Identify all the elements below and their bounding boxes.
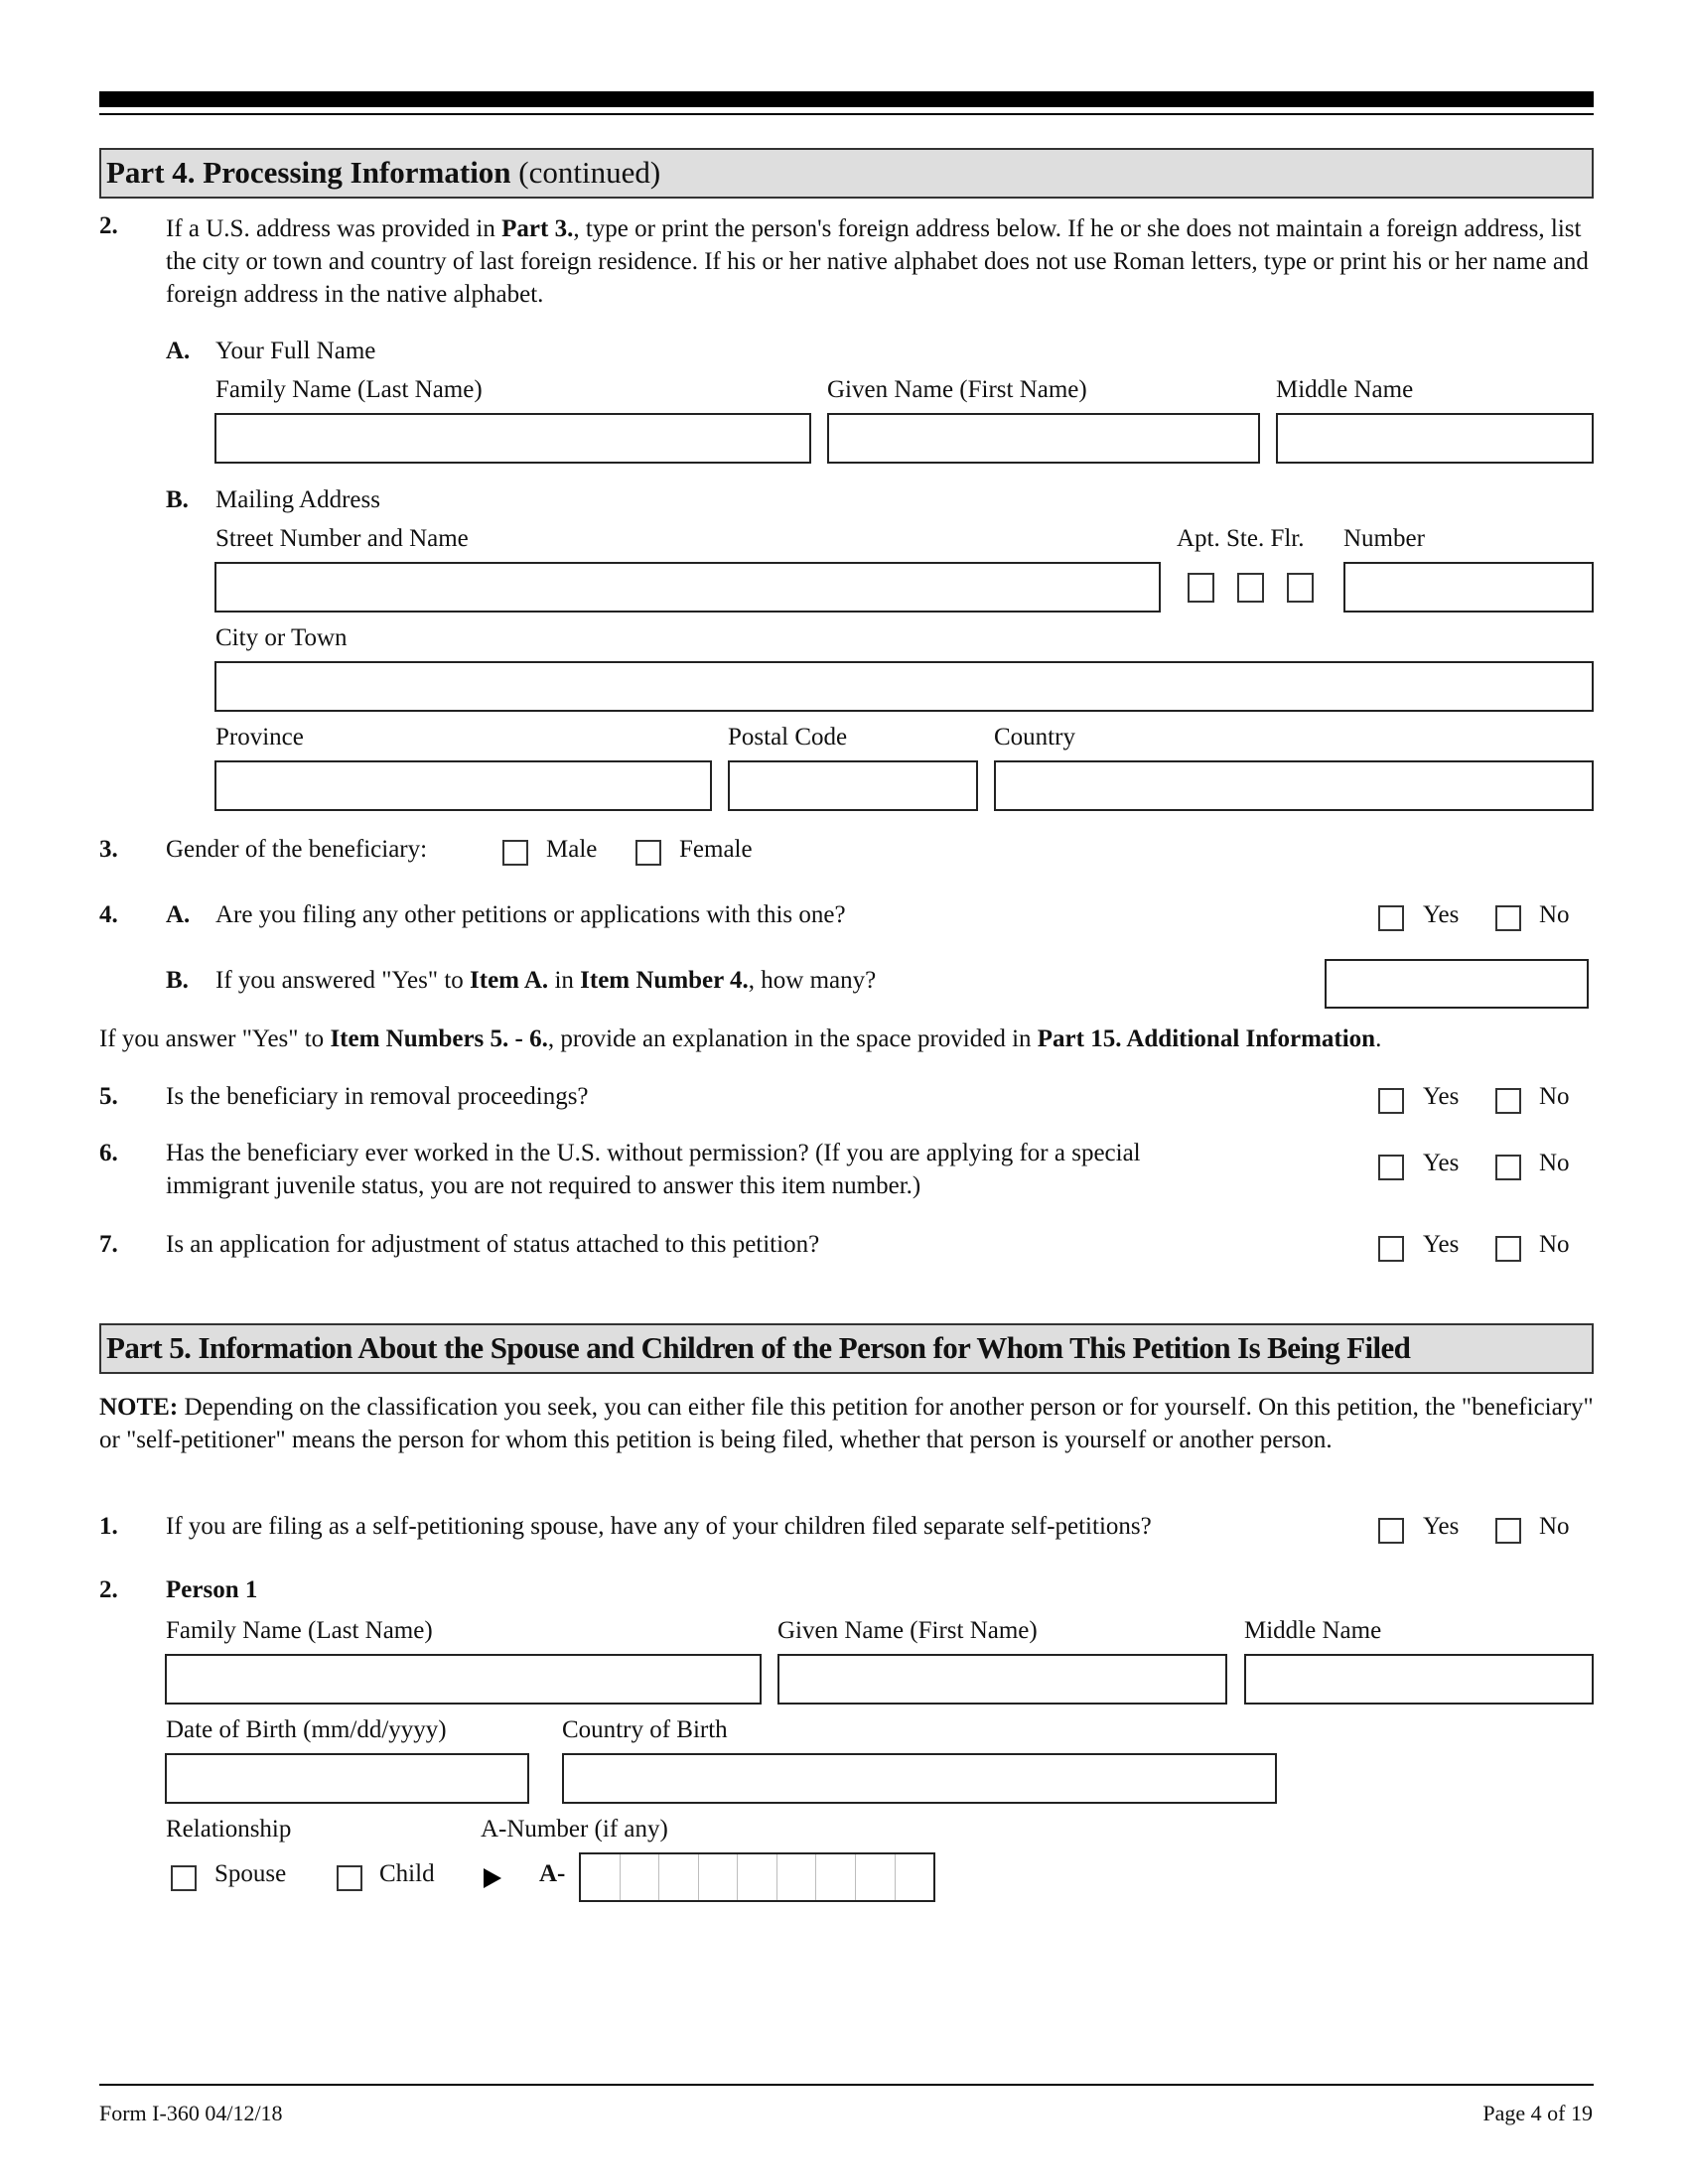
city-label: City or Town — [215, 624, 348, 651]
p1-cob-label: Country of Birth — [562, 1716, 728, 1743]
item5-number: 5. — [99, 1083, 118, 1110]
middle-name-label: Middle Name — [1276, 376, 1414, 403]
p5-item1-no-label: No — [1539, 1513, 1570, 1540]
item6-no-checkbox[interactable] — [1495, 1155, 1521, 1180]
province-label: Province — [215, 724, 304, 751]
anumber-cell[interactable] — [777, 1854, 817, 1900]
item2b-letter: B. — [166, 486, 189, 513]
p1-family-name-input[interactable] — [165, 1654, 762, 1705]
top-thick-rule — [99, 91, 1594, 107]
form-id: Form I-360 04/12/18 — [99, 2101, 283, 2125]
item6-question-line1: Has the beneficiary ever worked in the U.S. without permission? (If you are applying for a special — [166, 1140, 1141, 1166]
apt-ste-flr-label: Apt. Ste. Flr. — [1177, 525, 1305, 552]
spouse-checkbox[interactable] — [171, 1865, 197, 1891]
item4-number: 4. — [99, 901, 118, 928]
item4b-text-3: , how many? — [748, 967, 877, 994]
unit-number-input[interactable] — [1343, 562, 1594, 613]
p1-anumber-label: A-Number (if any) — [481, 1816, 668, 1843]
child-checkbox[interactable] — [337, 1865, 362, 1891]
p1-middle-name-input[interactable] — [1244, 1654, 1594, 1705]
item5-no-label: No — [1539, 1083, 1570, 1110]
number-label: Number — [1343, 525, 1425, 552]
street-input[interactable] — [214, 562, 1161, 613]
item6-yes-checkbox[interactable] — [1378, 1155, 1404, 1180]
petition-count-input[interactable] — [1325, 959, 1589, 1009]
note-text-2: , provide an explanation in the space provided in — [547, 1025, 1038, 1052]
item2-instructions — [166, 212, 1596, 311]
item4a-no-label: No — [1539, 901, 1570, 928]
anumber-cell[interactable] — [659, 1854, 699, 1900]
apt-checkbox[interactable] — [1188, 573, 1214, 603]
item2a-title: Your Full Name — [215, 338, 376, 364]
item5-no-checkbox[interactable] — [1495, 1088, 1521, 1114]
child-label: Child — [379, 1860, 435, 1887]
p1-relationship-label: Relationship — [166, 1816, 292, 1843]
page-number: Page 4 of 19 — [1482, 2101, 1593, 2125]
part4-title — [106, 155, 660, 191]
part4-title-continued: (continued) — [510, 155, 661, 190]
postal-code-label: Postal Code — [728, 724, 848, 751]
p5-item1-no-checkbox[interactable] — [1495, 1518, 1521, 1544]
item4b-letter: B. — [166, 967, 189, 994]
top-thin-rule — [99, 113, 1594, 115]
item3-number: 3. — [99, 836, 118, 863]
note-bold-2: Part 15. Additional Information — [1037, 1025, 1376, 1052]
item6-question-line2: immigrant juvenile status, you are not required to answer this item number.) — [166, 1172, 921, 1199]
item6-yes-label: Yes — [1423, 1150, 1460, 1176]
anumber-prefix: A- — [539, 1860, 566, 1887]
item4b-bold-2: Item Number 4. — [580, 967, 749, 994]
anumber-cell[interactable] — [581, 1854, 621, 1900]
p5-item1-yes-label: Yes — [1423, 1513, 1460, 1540]
anumber-cell[interactable] — [856, 1854, 896, 1900]
item6-no-label: No — [1539, 1150, 1570, 1176]
p1-dob-label: Date of Birth (mm/dd/yyyy) — [166, 1716, 447, 1743]
note-bold-1: Item Numbers 5. - 6. — [330, 1025, 548, 1052]
item6-number: 6. — [99, 1140, 118, 1166]
item2-text-2: , type or print the person's foreign address below. If he or she does not maintain a foreign address, list the city or town and country of last foreign residence. If his or her native alphabet does not use Roman letters, type or print his or her name and foreign address in the native alphabet. — [166, 215, 1589, 308]
flr-checkbox[interactable] — [1287, 573, 1314, 603]
item4b-question — [215, 967, 876, 995]
item5-question: Is the beneficiary in removal proceedings? — [166, 1083, 589, 1110]
footer-rule — [99, 2084, 1594, 2086]
p1-cob-input[interactable] — [562, 1753, 1277, 1804]
item2b-title: Mailing Address — [215, 486, 380, 513]
family-name-input[interactable] — [214, 413, 811, 464]
item2-number: 2. — [99, 212, 118, 239]
anumber-cell[interactable] — [621, 1854, 660, 1900]
item4b-bold-1: Item A. — [470, 967, 549, 994]
anumber-cell[interactable] — [738, 1854, 777, 1900]
city-input[interactable] — [214, 661, 1594, 712]
note-label: NOTE: — [99, 1394, 179, 1421]
item4a-yes-checkbox[interactable] — [1378, 905, 1404, 931]
male-checkbox[interactable] — [502, 840, 528, 866]
item7-no-checkbox[interactable] — [1495, 1236, 1521, 1262]
given-name-label: Given Name (First Name) — [827, 376, 1087, 403]
items-5-6-note — [99, 1025, 1381, 1053]
note-body: Depending on the classification you seek, you can either file this petition for another person or for yourself. On this petition, the "beneficiary" or "self-petitioner" means the person for whom this petition is being filed, whether that person is yourself or another person. — [99, 1394, 1594, 1453]
street-label: Street Number and Name — [215, 525, 469, 552]
part4-header — [99, 148, 1594, 199]
item7-no-label: No — [1539, 1231, 1570, 1258]
p5-item2-number: 2. — [99, 1576, 118, 1603]
family-name-label: Family Name (Last Name) — [215, 376, 483, 403]
province-input[interactable] — [214, 760, 712, 811]
part4-title-bold: Part 4. Processing Information — [106, 155, 511, 190]
item7-question: Is an application for adjustment of status attached to this petition? — [166, 1231, 820, 1258]
part5-note — [99, 1391, 1599, 1456]
note-text-1: If you answer "Yes" to — [99, 1025, 331, 1052]
item3-question: Gender of the beneficiary: — [166, 836, 428, 863]
item4a-letter: A. — [166, 901, 191, 928]
p1-given-name-label: Given Name (First Name) — [777, 1617, 1038, 1644]
anumber-cell[interactable] — [816, 1854, 856, 1900]
p5-item1-yes-checkbox[interactable] — [1378, 1518, 1404, 1544]
anumber-input[interactable] — [579, 1852, 935, 1902]
item2-text-bold: Part 3. — [501, 215, 574, 242]
p1-family-name-label: Family Name (Last Name) — [166, 1617, 433, 1644]
postal-code-input[interactable] — [728, 760, 978, 811]
note-text-3: . — [1375, 1025, 1382, 1052]
arrow-right-icon — [484, 1868, 501, 1888]
p5-item1-number: 1. — [99, 1513, 118, 1540]
country-input[interactable] — [994, 760, 1594, 811]
female-label: Female — [679, 836, 753, 863]
country-label: Country — [994, 724, 1075, 751]
item2a-letter: A. — [166, 338, 191, 364]
spouse-label: Spouse — [214, 1860, 287, 1887]
female-checkbox[interactable] — [635, 840, 661, 866]
item2-text-1: If a U.S. address was provided in — [166, 215, 502, 242]
middle-name-input[interactable] — [1276, 413, 1594, 464]
p1-given-name-input[interactable] — [777, 1654, 1227, 1705]
anumber-cell[interactable] — [896, 1854, 934, 1900]
person1-title: Person 1 — [166, 1576, 258, 1603]
item4b-text-2: in — [548, 967, 581, 994]
given-name-input[interactable] — [827, 413, 1260, 464]
p5-item1-question: If you are filing as a self-petitioning spouse, have any of your children filed separate self-petitions? — [166, 1513, 1152, 1540]
part5-header — [99, 1323, 1594, 1374]
item4a-no-checkbox[interactable] — [1495, 905, 1521, 931]
p1-dob-input[interactable] — [165, 1753, 529, 1804]
item7-number: 7. — [99, 1231, 118, 1258]
male-label: Male — [546, 836, 598, 863]
item7-yes-checkbox[interactable] — [1378, 1236, 1404, 1262]
item5-yes-checkbox[interactable] — [1378, 1088, 1404, 1114]
anumber-cell[interactable] — [699, 1854, 739, 1900]
item7-yes-label: Yes — [1423, 1231, 1460, 1258]
item5-yes-label: Yes — [1423, 1083, 1460, 1110]
ste-checkbox[interactable] — [1237, 573, 1264, 603]
part5-title: Part 5. Information About the Spouse and Children of the Person for Whom This Petition Is Being Filed — [106, 1330, 1411, 1365]
item4b-text-1: If you answered "Yes" to — [215, 967, 471, 994]
item4a-yes-label: Yes — [1423, 901, 1460, 928]
p1-middle-name-label: Middle Name — [1244, 1617, 1382, 1644]
item4a-question: Are you filing any other petitions or applications with this one? — [215, 901, 846, 928]
